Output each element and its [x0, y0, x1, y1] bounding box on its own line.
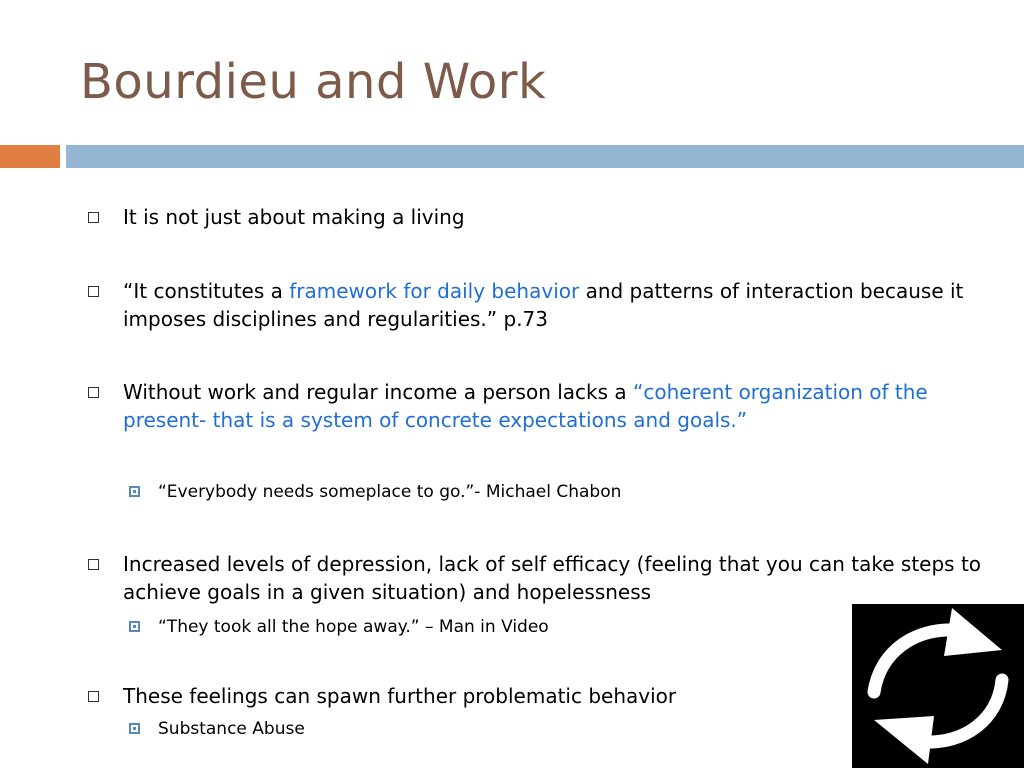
- sub-bullet-marker: [129, 723, 140, 734]
- bullet-text: [123, 378, 1003, 434]
- sub-bullet-item: [129, 717, 849, 741]
- sub-bullet-item: [129, 615, 849, 639]
- sub-bullet-marker: [129, 621, 140, 632]
- bullet-text: These feelings can spawn further problematic behavior: [123, 684, 677, 708]
- recycle-arrows-icon: [852, 604, 1024, 768]
- bullet-item: [88, 378, 1008, 434]
- bullet-text: It is not just about making a living: [123, 205, 465, 229]
- sub-bullet-item: [129, 480, 849, 504]
- bullet-marker: [88, 286, 99, 297]
- bullet-text-part: Without work and regular income a person lacks a: [123, 380, 634, 404]
- bullet-marker: [88, 212, 99, 223]
- sub-bullet-text: Substance Abuse: [158, 719, 305, 739]
- sub-bullet-text: “They took all the hope away.” – Man in Video: [158, 617, 549, 637]
- bullet-text-part: “It constitutes a: [123, 279, 290, 303]
- sub-bullet-marker: [129, 486, 140, 497]
- bullet-item: [88, 277, 1008, 333]
- highlighted-phrase: framework for daily behavior: [289, 279, 580, 303]
- bullet-item: [88, 550, 1008, 606]
- bullet-text-part: and patterns of interaction because it imposes disciplines and regularities.” p.73: [123, 279, 964, 331]
- highlighted-quote: “coherent organization of the present- that is a system of concrete expectations and goals.”: [123, 380, 928, 432]
- bullet-text: [123, 277, 1003, 333]
- slide-title: Bourdieu and Work: [80, 54, 547, 110]
- bullet-marker: [88, 691, 99, 702]
- bullet-marker: [88, 387, 99, 398]
- bullet-item: [88, 203, 1008, 231]
- bullet-marker: [88, 559, 99, 570]
- bullet-text: Increased levels of depression, lack of self efficacy (feeling that you can take steps to achieve goals in a given situation) and hopelessness: [123, 552, 982, 604]
- sub-bullet-text: “Everybody needs someplace to go.”- Michael Chabon: [158, 482, 622, 502]
